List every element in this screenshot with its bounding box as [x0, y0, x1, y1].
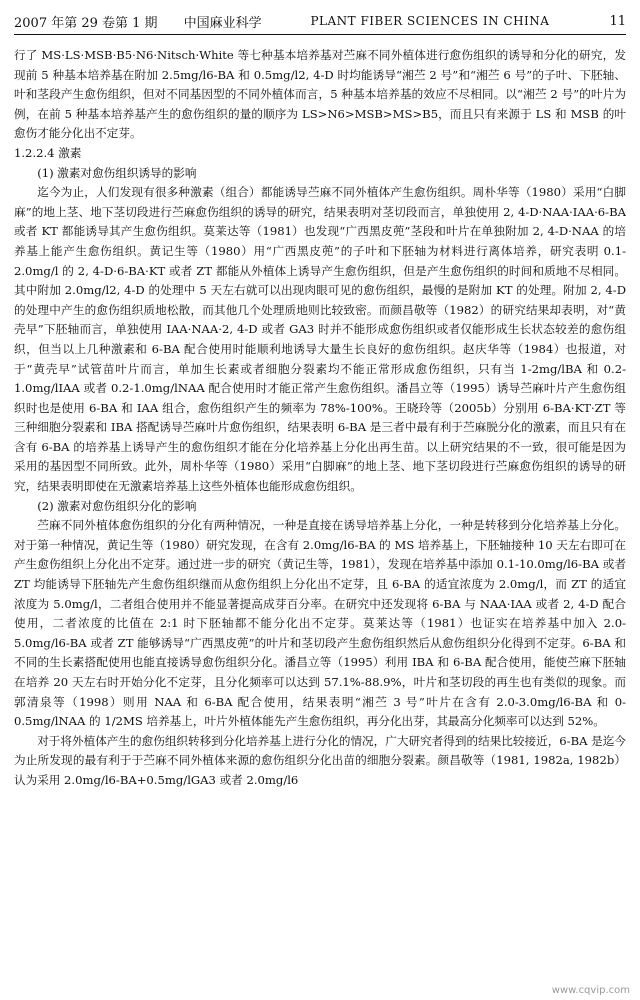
subheading-hormone-differentiation: (2) 激素对愈伤组织分化的影响 [37, 498, 197, 513]
paragraph-hormone-differentiation: 苎麻不同外植体愈伤组织的分化有两种情况，一种是直接在诱导培养基上分化，一种是转移到分化培养基上分化。对于第一种情况，黄记生等（1980）研究发现，在含有 2.0mg/l6-BA 的 MS 培养基上，下胚轴接种 10 天左右即可在产生愈伤组织上分化出不定芽。通过进一步的研究（黄记生等，1981），发现在培养基中添加 0.1-10.0mg/l6-BA 或者 ZT 均能诱导下胚轴先产生愈伤组织继而从愈伤组织上分化出不定芽，且 6-BA 的适宜浓度为 2.0mg/l，而 ZT 的适宜浓度为 5.0mg/l，二者组合使用并不能显著提高成芽百分率。在研究中还发现将 6-BA 与 NAA·IAA 或者 2, 4-D 配合使用，二者浓度的比值在 2:1 时下胚轴都不能分化出不定芽。莫莱达等（1981）也证实在培养基中加入 2.0-5.0mg/l6-BA 或者 ZT 能够诱导“广西黑皮蔸”的叶片和茎切段产生愈伤组织然后从愈伤组织分化得到不定芽。6-BA 和不同的生长素搭配使用也能直接诱导愈伤组织分化。潘昌立等（1995）利用 IBA 和 6-BA 配合使用，能使苎麻下胚轴在培养 20 天左右时开始分化不定芽，且分化频率可以达到 57.1%-88.9%，叶片和茎切段的再生也有类似的现象。而郭清泉等（1998）则用 NAA 和 6-BA 配合使用，结果表明“湘苎 3 号”叶片在含有 2.0-3.0mg/l6-BA 和 0-0.5mg/lNAA 的 1/2MS 培养基上，叶片外植体能先产生愈伤组织，再分化出芽，其最高分化频率可以达到 52%。 [14, 518, 626, 729]
issue-label: 2007 年第 29 卷第 1 期 [14, 15, 158, 31]
paragraph-hormone-induction: 迄今为止，人们发现有很多种激素（组合）都能诱导苎麻不同外植体产生愈伤组织。周朴华等（1980）采用“白脚麻”的地上茎、地下茎切段进行苎麻愈伤组织的诱导的研究，结果表明对茎切段而言，单独使用 2, 4-D·NAA·IAA·6-BA 或者 KT 都能诱导其产生愈伤组织。莫莱达等（1981）也发现“广西黑皮蔸”茎段和叶片在单独附加 2, 4-D·NAA 的培养基上能产生愈伤组织。黄记生等（1980）用“广西黑皮蔸”的子叶和下胚轴为材料进行离体培养，研究表明 0.1-2.0mg/l 的 2, 4-D·6-BA·KT 或者 ZT 都能从外植体上诱导产生愈伤组织，但是产生愈伤组织的时间和质地不尽相同。其中附加 2.0mg/l2, 4-D 的处理中 5 天左右就可以出现肉眼可见的愈伤组织，最慢的是附加 KT 的处理。附加 2, 4-D 的处理中产生的愈伤组织质地松散，而其他几个处理质地则比较致密。而颜昌敬等（1982）的研究结果却表明，对“黄壳早”下胚轴而言，单独使用 IAA·NAA·2, 4-D 或者 GA3 时并不能形成愈伤组织或者仅能形成生长状态较差的愈伤组织，但当以上几种激素和 6-BA 配合使用时能顺利地诱导大量生长良好的愈伤组织。赵庆华等（1984）也报道，对于“黄壳早”试管苗叶片而言，单加生长素或者细胞分裂素均不能正常形成愈伤组织，只有当 1-2mg/lBA 和 0.2-1.0mg/lIAA 或者 0.2-1.0mg/lNAA 配合使用时才能正常产生愈伤组织。潘昌立等（1995）诱导苎麻叶片产生愈伤组织时也是使用 6-BA 和 IAA 组合，愈伤组织产生的频率为 78%-100%。王晓玲等（2005b）分别用 6-BA·KT·ZT 等三种细胞分裂素和 IBA 搭配诱导苎麻叶片愈伤组织，结果表明 6-BA 是三者中最有利于苎麻脱分化的激素，而且只有在含有 6-BA 的培养基上诱导产生的愈伤组织才能在分化培养基上分化出再生苗。以上研究结果的不一致，很可能是因为采用的基因型不同所致。此外，周朴华等（1980）采用“白脚麻”的地上茎、地下茎切段进行苎麻愈伤组织的诱导的研究，结果表明即使在无激素培养基上这些外植体也能形成愈伤组织。 [14, 185, 626, 494]
article-body [14, 46, 626, 994]
journal-title-cn: 中国麻业科学 [183, 15, 262, 31]
paragraph-transfer-differentiation: 对于将外植体产生的愈伤组织转移到分化培养基上进行分化的情况，广大研究者得到的结果比较接近，6-BA 是迄今为止所发现的最有利于于苎麻不同外植体来源的愈伤组织分化出苗的细胞分裂素。颜昌敬等（1981, 1982a, 1982b）认为采用 2.0mg/l6-BA+0.5mg/lGA3 或者 2.0mg/l6 [14, 733, 626, 787]
section-heading: 1.2.2.4 激素 [14, 145, 82, 160]
subheading-hormone-induction: (1) 激素对愈伤组织诱导的影响 [37, 165, 197, 180]
page-number: 11 [609, 13, 626, 29]
watermark-text: www.cqvip.com [551, 985, 630, 996]
paragraph-intro: 行了 MS·LS·MSB·B5·N6·Nitsch·White 等七种基本培养基对苎麻不同外植体进行愈伤组织的诱导和分化的研究，发现前 5 种基本培养基在附加 2.5mg/l6-BA 和 0.5mg/l2, 4-D 时均能诱导“湘苎 2 号”和“湘苎 6 号”的子叶、下胚轴、叶和茎段产生愈伤组织，但对不同基因型的不同外植体而言，5 种基本培养基的效应不尽相同。以“湘苎 2 号”的叶片为例，在前 5 种基本培养基产生的愈伤组织的量的顺序为 LS>N6>MSB>MS>B5，而且只有来源于 LS 和 MSB 的叶愈伤才能分化出不定芽。 [14, 48, 626, 141]
running-header [14, 10, 626, 32]
journal-title-en: PLANT FIBER SCIENCES IN CHINA [310, 14, 550, 28]
header-rule [14, 34, 626, 35]
